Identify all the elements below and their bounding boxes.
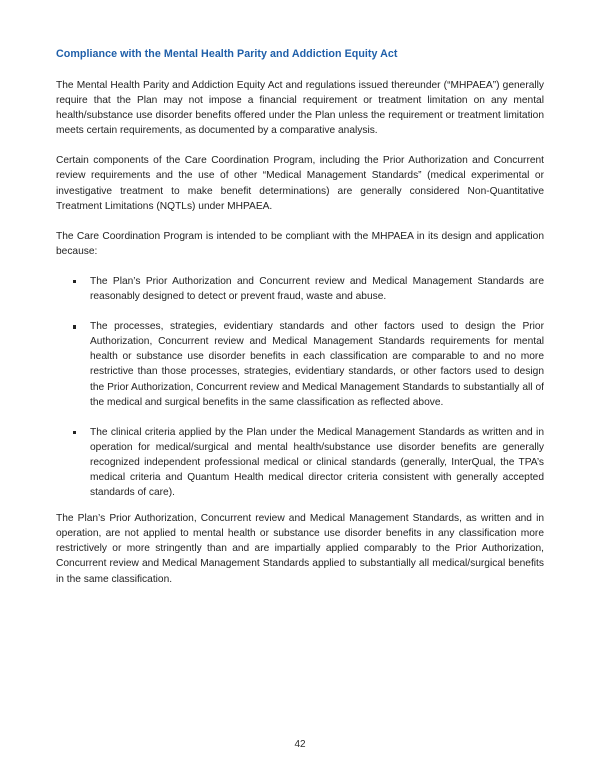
- paragraph-nqtl-components: Certain components of the Care Coordination Program, including the Prior Authorization and Concurrent review requirements and the use of other “Medical Management Standards” (medical experimental or investigative treatment to make benefit determinations) are generally considered Non-Quantitative Treatment Limitations (NQTLs) under MHPAEA.: [56, 155, 544, 212]
- list-item-text: The Plan’s Prior Authorization and Concurrent review and Medical Management Standards are reasonably designed to detect or prevent fraud, waste and abuse.: [90, 275, 544, 303]
- paragraph-compliance-lead-in: The Care Coordination Program is intended to be compliant with the MHPAEA in its design and application because:: [56, 230, 544, 257]
- compliance-bullet-list: [56, 274, 544, 500]
- list-item: [56, 319, 544, 410]
- bullet-square-icon: [73, 280, 76, 283]
- paragraph-mhpaea-intro: The Mental Health Parity and Addiction Equity Act and regulations issued thereunder (“MHPAEA”) generally require that the Plan may not impose a financial requirement or treatment limitation on any mental health/substance use disorder benefits offered under the Plan unless the requirement or treatment limitation meets certain requirements, as documented by a comparative analysis.: [56, 80, 544, 137]
- page-content: [56, 47, 544, 587]
- list-item: [56, 425, 544, 500]
- list-item-text: The clinical criteria applied by the Plan under the Medical Management Standards as written and in operation for medical/surgical and mental health/substance use disorder benefits are generally recognized independent professional medical or clinical standards (generally, InterQual, the TPA’s medical criteria and Quantum Health medical director criteria consistent with generally accepted standards of care).: [90, 426, 544, 499]
- list-item-text: The processes, strategies, evidentiary standards and other factors used to design the Prior Authorization, Concurrent review and Medical Management Standards requirements for mental health or substance use disorder benefits in each classification are comparable to and no more restrictive than those processes, strategies, evidentiary standards, or other factors used to design the Prior Authorization, Concurrent review and Medical Management Standards to substantially all of the medical and surgical benefits in the same classification as reflected above.: [90, 321, 544, 408]
- bullet-square-icon: [73, 431, 76, 434]
- page-number: 42: [294, 739, 306, 750]
- paragraph-closing-statement: The Plan’s Prior Authorization, Concurrent review and Medical Management Standards, as written and in operation, are not applied to mental health or substance use disorder benefits in any classification more restrictively or more stringently than and are impartially applied comparably to the Prior Authorization, Concurrent review and Medical Management Standards applied to substantially all medical/surgical benefits in the same classification.: [56, 513, 544, 585]
- bullet-square-icon: [73, 325, 76, 328]
- list-item: [56, 274, 544, 304]
- section-heading: Compliance with the Mental Health Parity and Addiction Equity Act: [56, 48, 398, 60]
- list-spacer: [56, 504, 544, 511]
